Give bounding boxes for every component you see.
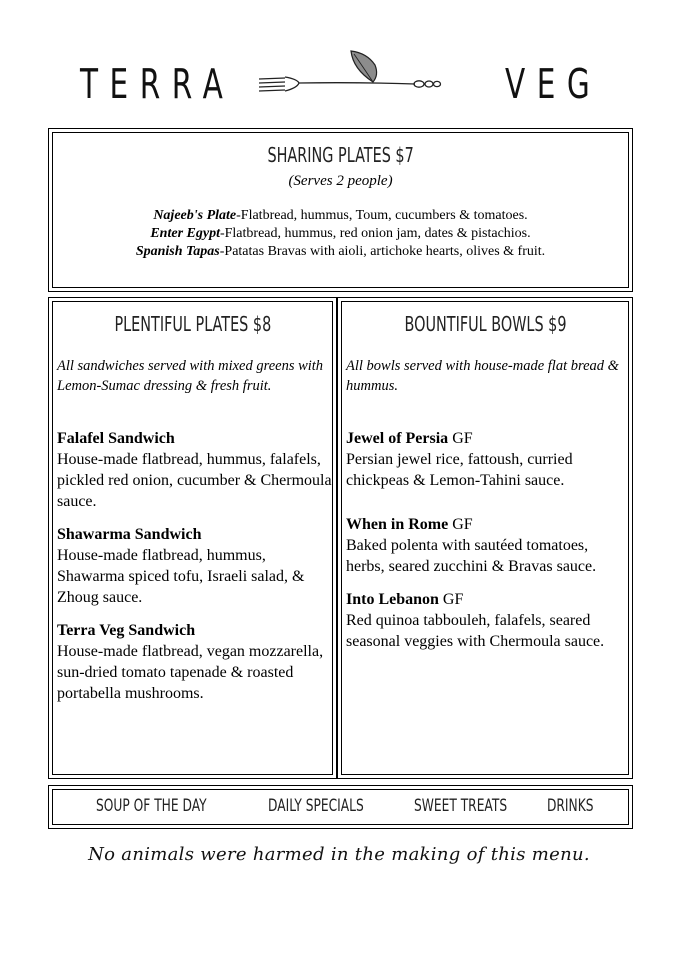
list-item: Enter Egypt-Flatbread, hummus, red onion jam, dates & pistachios. xyxy=(150,226,531,241)
plentiful-plates-list xyxy=(57,428,332,716)
footer-item-soup: SOUP OF THE DAY xyxy=(96,796,207,816)
footer-item-specials: DAILY SPECIALS xyxy=(268,796,364,816)
bountiful-bowls-list xyxy=(346,428,628,664)
footer-item-drinks: DRINKS xyxy=(547,796,594,816)
bountiful-bowls-note: All bowls served with house-made flat bread & hummus. xyxy=(346,358,619,394)
plentiful-plates-title: PLENTIFUL PLATES $8 xyxy=(114,312,271,336)
list-item: Jewel of Persia GF Persian jewel rice, fattoush, curried chickpeas & Lemon-Tahini sauce. xyxy=(346,430,573,489)
list-item: Terra Veg Sandwich House-made flatbread, vegan mozzarella, sun-dried tomato tapenade & roasted portabella mushrooms. xyxy=(57,622,324,702)
list-item: Into Lebanon GF Red quinoa tabbouleh, falafels, seared seasonal veggies with Chermoula sauce. xyxy=(346,591,605,650)
bountiful-bowls-title: BOUNTIFUL BOWLS $9 xyxy=(404,312,566,336)
sharing-plates-title: SHARING PLATES $7 xyxy=(267,143,414,167)
list-item: Najeeb's Plate-Flatbread, hummus, Toum, cucumbers & tomatoes. xyxy=(153,208,528,223)
sharing-plates-list xyxy=(49,207,632,261)
fork-leaf-icon xyxy=(255,45,445,105)
list-item: When in Rome GF Baked polenta with sautéed tomatoes, herbs, seared zucchini & Bravas sauce. xyxy=(346,516,597,575)
list-item: Spanish Tapas-Patatas Bravas with aioli, artichoke hearts, olives & fruit. xyxy=(135,244,546,259)
sharing-plates-section xyxy=(48,128,633,292)
list-item: Falafel Sandwich House-made flatbread, hummus, falafels, pickled red onion, cucumber & Chermoula sauce. xyxy=(57,430,332,510)
sharing-plates-subtitle: (Serves 2 people) xyxy=(288,173,393,189)
footer-categories xyxy=(48,785,633,829)
bountiful-bowls-section xyxy=(337,297,633,779)
plentiful-plates-note: All sandwiches served with mixed greens with Lemon-Sumac dressing & fresh fruit. xyxy=(57,358,324,394)
menu-tagline: No animals were harmed in the making of this menu. xyxy=(88,844,590,865)
list-item: Shawarma Sandwich House-made flatbread, hummus, Shawarma spiced tofu, Israeli salad, & Zhoug sauce. xyxy=(57,526,305,606)
brand-word-left: TERRA xyxy=(80,60,235,108)
footer-item-sweets: SWEET TREATS xyxy=(414,796,508,816)
plentiful-plates-section xyxy=(48,297,337,779)
brand-word-right: VEG xyxy=(505,60,602,108)
